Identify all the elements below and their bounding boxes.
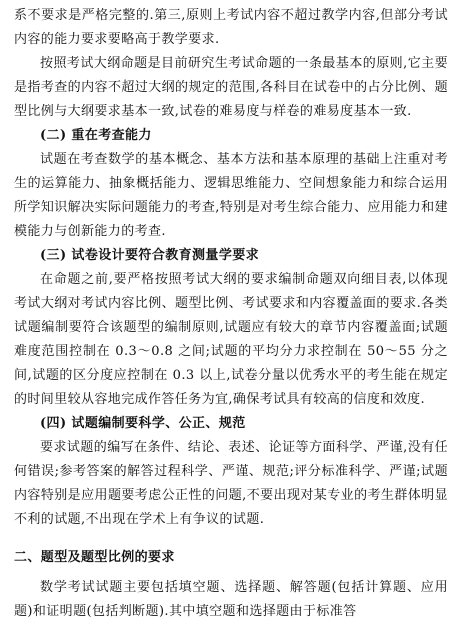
paragraph-ability-assessment: 试题在考查数学的基本概念、基本方法和基本原理的基础上注重对考生的运算能力、抽象概括能力、逻辑思维能力、空间想象能力和综合运用所学知识解决实际问题能力的考查,特别是对考生综合能力、应用能力和建模能力与创新能力的考查. — [14, 152, 448, 239]
subheading-scientific-fair: (四) 试题编制要科学、公正、规范 — [40, 416, 246, 431]
subheading-focus-on-ability: (二) 重在考查能力 — [40, 128, 152, 143]
paragraph-scientific-fair: 要求试题的编写在条件、结论、表述、论证等方面科学、严谨,没有任何错误;参考答案的解答过程科学、严谨、规范;评分标准科学、严谨;试题内容特别是应用题要考虑公正性的问题,不要出现对某专业的考生群体明显不利的试题,不出现在学术上有争议的试题. — [14, 440, 448, 527]
subheading-test-design: (三) 试卷设计要符合教育测量学要求 — [40, 248, 260, 263]
paragraph-exam-outline-principle: 按照考试大纲命题是目前研究生考试命题的一条最基本的原则,它主要是指考查的内容不超过大纲的规定的范围,各科目在试卷中的占分比例、题型比例与大纲要求基本一致,试卷的难易度与样卷的难易度基本一致. — [14, 56, 448, 119]
paragraph-question-types: 数学考试试题主要包括填空题、选择题、解答题(包括计算题、应用题)和证明题(包括判断题).其中填空题和选择题由于标准答 — [14, 580, 448, 619]
paragraph-test-design: 在命题之前,要严格按照考试大纲的要求编制命题双向细目表,以体现考试大纲对考试内容比例、题型比例、考试要求和内容覆盖面的要求.各类试题编制要符合该题型的编制原则,试题应有较大的章节内容覆盖面;试题难度范围控制在 0.3～0.8 之间;试题的平均分力求控制在 50～55 分之间,试题的区分度应控制在 0.3 以上,试卷分量以优秀水平的考生能在规定的时间里较从容地完成作答任务为宜,确保考试具有较高的信度和效度. — [14, 272, 448, 407]
section-heading-question-types: 二、题型及题型比例的要求 — [14, 550, 175, 565]
paragraph-continuation: 系不要求是严格完整的.第三,原则上考试内容不超过教学内容,但部分考试内容的能力要求要略高于教学要求. — [14, 8, 448, 47]
